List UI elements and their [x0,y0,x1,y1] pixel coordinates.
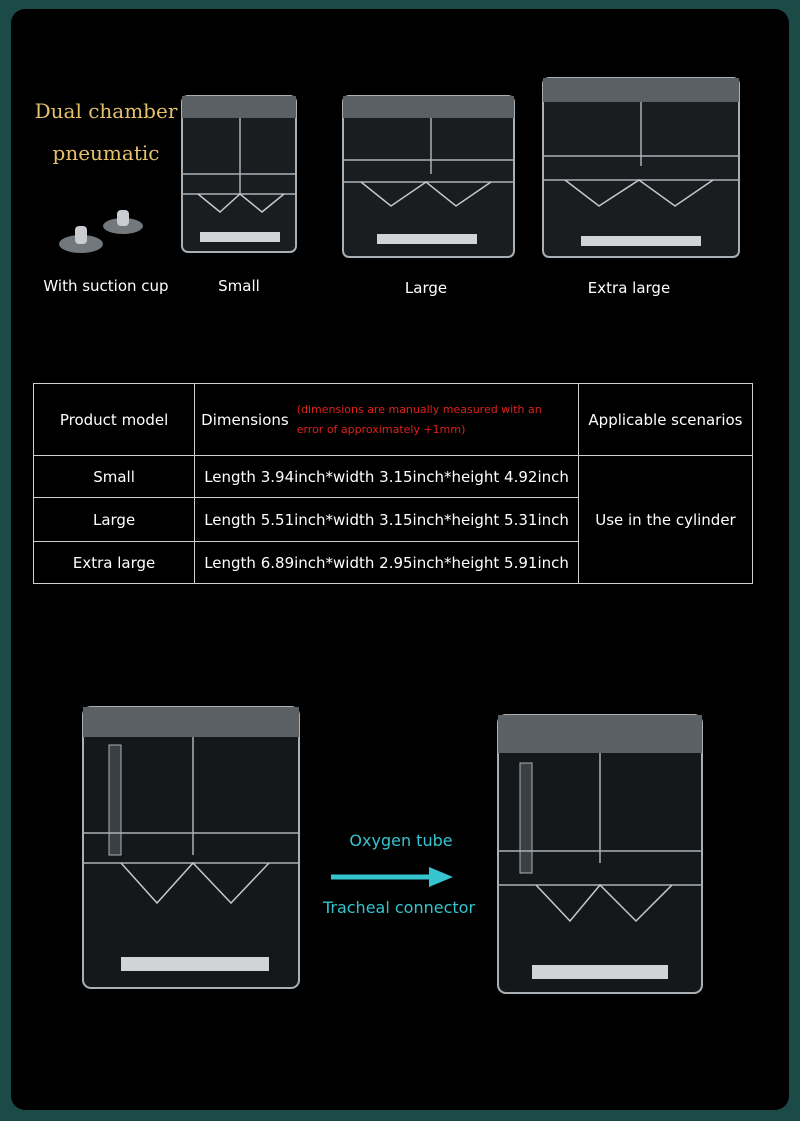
large-box-image [341,94,516,259]
header-product-model: Product model [34,384,195,456]
box-after-image [496,713,704,995]
suction-cup-image [51,204,161,264]
dimensions-note-line-1: (dimensions are manually measured with an [296,402,542,416]
tracheal-connector-label: Tracheal connector [322,898,476,917]
row-model: Small [34,456,195,498]
small-box-image [180,94,298,254]
row-model: Extra large [34,542,195,584]
extra-large-box-image [541,76,741,259]
extra-large-label: Extra large [587,279,671,297]
header-applicable-scenarios: Applicable scenarios [578,384,752,456]
arrow-right-icon [331,865,455,889]
row-model: Large [34,498,195,542]
oxygen-tube-label: Oxygen tube [349,831,453,850]
dimensions-note [297,400,542,440]
suction-cup-label: With suction cup [43,277,169,295]
large-label: Large [404,279,448,297]
spec-table [33,383,753,584]
header-dimensions [195,384,579,456]
box-before-image [81,705,301,990]
row-dimensions: Length 3.94inch*width 3.15inch*height 4.92inch [195,456,579,498]
product-panel [11,9,789,1110]
row-dimensions: Length 6.89inch*width 2.95inch*height 5.91inch [195,542,579,584]
table-header-row [34,384,753,456]
heading-line-1: Dual chamber [34,99,178,123]
small-label: Small [218,277,260,295]
dimensions-note-line-2: error of approximately +1mm) [296,422,466,436]
row-dimensions: Length 5.51inch*width 3.15inch*height 5.31inch [195,498,579,542]
dimensions-label: Dimensions [201,410,289,429]
heading-line-2: pneumatic [52,141,160,165]
scenario-cell: Use in the cylinder [578,456,752,584]
table-row [34,456,753,498]
